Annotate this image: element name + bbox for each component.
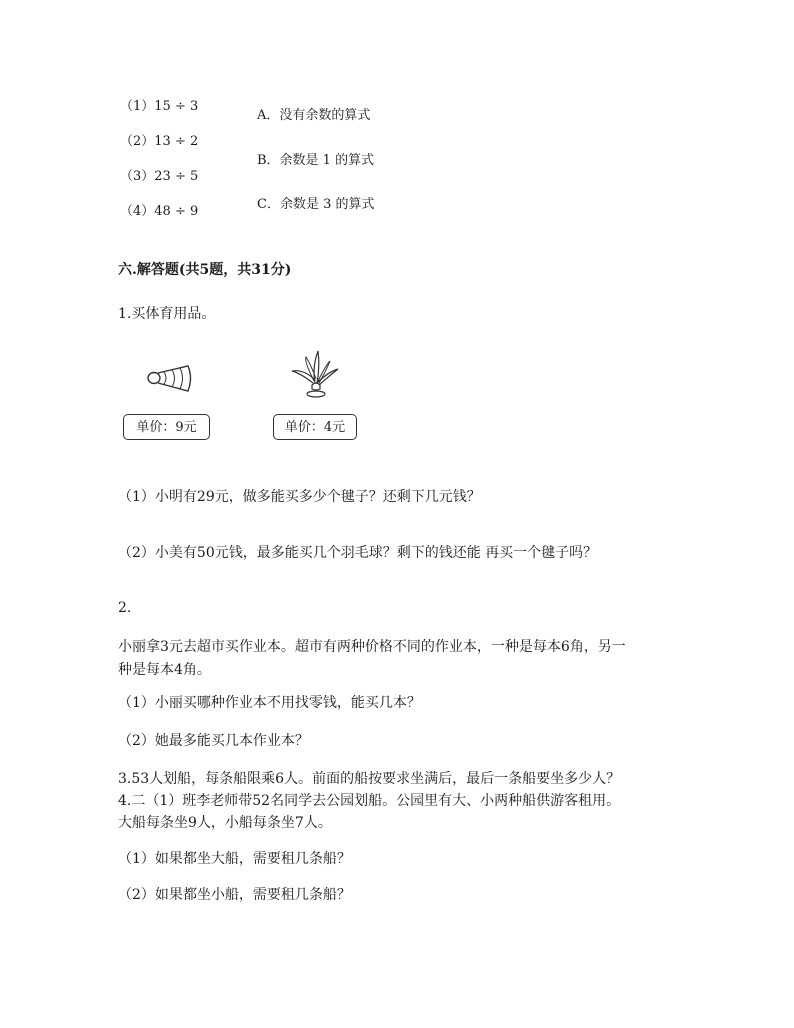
- q1-title: 1.买体育用品。: [118, 306, 216, 322]
- q4-sub1: （1）如果都坐大船，需要租几条船？: [118, 851, 351, 867]
- q3-text: 3.53人划船，每条船限乘6人。前面的船按要求坐满后，最后一条船要坐多少人？: [118, 771, 621, 787]
- section-title: 六.解答题(共5题，共31分): [118, 262, 292, 278]
- option-c: C．余数是 3 的算式: [257, 197, 375, 212]
- jianzi-icon: [290, 347, 340, 399]
- q1-sub2: （2）小美有50元钱，最多能买几个羽毛球？剩下的钱还能 再买一个毽子吗？: [118, 545, 598, 561]
- q4-line1: 4.二（1）班李老师带52名同学去公园划船。公园里有大、小两种船供游客租用。: [118, 793, 621, 809]
- expression-2: （2）13 ÷ 2: [120, 134, 199, 149]
- q2-number: 2.: [118, 600, 132, 616]
- option-b: B．余数是 1 的算式: [257, 153, 375, 168]
- q1-sub1: （1）小明有29元，做多能买多少个毽子？还剩下几元钱？: [118, 489, 481, 505]
- q2-line1: 小丽拿3元去超市买作业本。超市有两种价格不同的作业本，一种是每本6角，另一: [118, 639, 626, 655]
- expression-3: （3）23 ÷ 5: [120, 169, 199, 184]
- expression-4: （4）48 ÷ 9: [120, 204, 199, 219]
- q2-sub1: （1）小丽买哪种作业本不用找零钱，能买几本？: [118, 695, 421, 711]
- q2-line2: 种是每本4角。: [118, 662, 211, 678]
- q2-sub2: （2）她最多能买几本作业本？: [118, 733, 309, 749]
- option-a: A．没有余数的算式: [257, 108, 371, 123]
- price-label-shuttlecock: 单价：9元: [123, 414, 210, 440]
- expression-1: （1）15 ÷ 3: [120, 99, 199, 114]
- shuttlecock-icon: [146, 362, 194, 396]
- q4-sub2: （2）如果都坐小船，需要租几条船？: [118, 887, 351, 903]
- q4-line2: 大船每条坐9人，小船每条坐7人。: [118, 815, 332, 831]
- price-label-jianzi: 单价：4元: [273, 414, 357, 440]
